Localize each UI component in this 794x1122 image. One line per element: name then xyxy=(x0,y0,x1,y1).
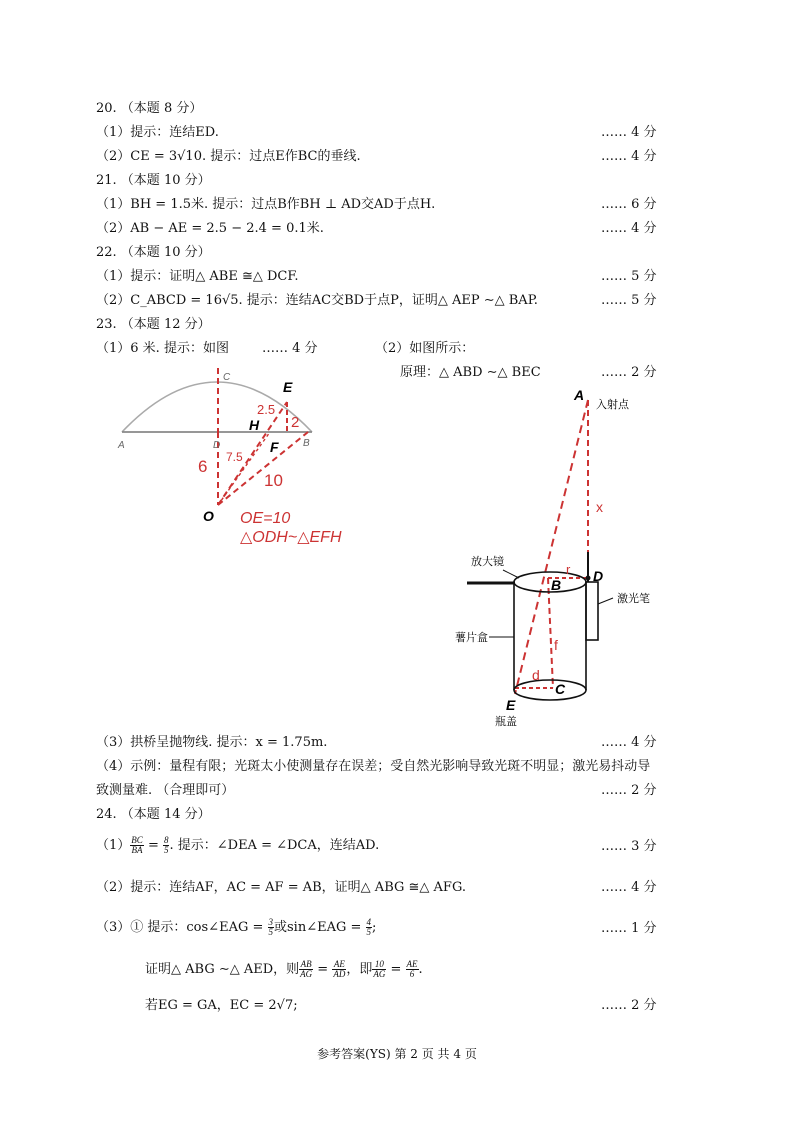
label-o: O xyxy=(203,508,214,524)
label-a-2: A xyxy=(574,387,585,403)
q24-part3 xyxy=(96,918,376,937)
q20-part2: （2）CE = 3√10. 提示：过点E作BC的垂线. xyxy=(96,149,361,164)
q24-part3-line3-score: …… 2 分 xyxy=(601,998,657,1013)
label-c-2: C xyxy=(555,681,566,697)
label-d: D xyxy=(213,440,221,451)
q21-part2: （2）AB − AE = 2.5 − 2.4 = 0.1米. xyxy=(96,221,324,236)
q24-p3-end: ; xyxy=(372,920,377,935)
q22-part1: （1）提示：证明△ ABE ≅△ DCF. xyxy=(96,269,299,284)
fraction-ag2: AG xyxy=(373,969,386,979)
laser-pen-label: 激光笔 xyxy=(617,593,650,605)
q22-part2: （2）C_ABCD = 16√5. 提示：连结AC交BD于点P，证明△ AEP ∼△ BAP. xyxy=(96,293,538,308)
leader-magnifier xyxy=(503,570,519,578)
q20-part2-score: …… 4 分 xyxy=(601,149,657,164)
box-top xyxy=(514,572,586,592)
label-b: B xyxy=(303,438,310,449)
q24-part2-score: …… 4 分 xyxy=(601,880,657,895)
q23-header: 23. （本题 12 分） xyxy=(96,317,211,332)
leader-laser xyxy=(598,598,613,604)
q21-part2-score: …… 4 分 xyxy=(601,221,657,236)
label-c: C xyxy=(223,372,231,383)
label-f: F xyxy=(270,439,279,455)
label-e: E xyxy=(283,379,293,395)
q23-part1: （1）6 米. 提示：如图 xyxy=(96,341,229,356)
fraction-ab-ag xyxy=(299,960,313,979)
q21-part1: （1）BH = 1.5米. 提示：过点B作BH ⊥ AD交AD于点H. xyxy=(96,197,436,212)
line-bc xyxy=(548,578,553,688)
fraction-ae2: AE xyxy=(406,959,418,969)
page-footer: 参考答案(YS) 第 2 页 共 4 页 xyxy=(317,1047,477,1061)
fraction-10-ag xyxy=(372,960,386,979)
q23-part3: （3）拱桥呈抛物线. 提示：x = 1.75m. xyxy=(96,735,328,750)
fraction-ae-6 xyxy=(406,960,419,979)
q22-header: 22. （本题 10 分） xyxy=(96,245,211,260)
label-a: A xyxy=(118,440,125,451)
magnifier-label: 放大镜 xyxy=(471,556,504,568)
label-h: H xyxy=(249,417,260,433)
fraction-5: 5 xyxy=(163,845,169,855)
q24-part3-line2 xyxy=(145,960,423,979)
q24-p3-mid: 或sin∠EAG = xyxy=(274,920,362,935)
q23-part2: （2）如图所示： xyxy=(375,341,475,356)
q24-header: 24. （本题 14 分） xyxy=(96,807,211,822)
q23-part1-score: …… 4 分 xyxy=(262,341,318,356)
fraction-3: 3 xyxy=(268,917,274,927)
bottle-cap-label: 瓶盖 xyxy=(495,716,517,727)
q20-part1-score: …… 4 分 xyxy=(601,125,657,140)
fraction-5b: 5 xyxy=(366,927,372,937)
length-7-5: 7.5 xyxy=(226,450,243,464)
label-e-2: E xyxy=(506,697,516,713)
q23-part3-score: …… 4 分 xyxy=(601,735,657,750)
q24-p3-eq1: = xyxy=(317,962,329,977)
q24-p3-line2-b: ，即 xyxy=(346,962,373,977)
fraction-10: 10 xyxy=(372,960,386,970)
laser-pen xyxy=(586,582,598,640)
q24-p1-text: . 提示：∠DEA = ∠DCA，连结AD. xyxy=(169,838,380,853)
point-d-dot xyxy=(586,576,591,581)
note-similar: △ODH~△EFH xyxy=(240,529,342,546)
q24-p3-line2-a: 证明△ ABG ∼△ AED，则 xyxy=(145,962,300,977)
fraction-4: 4 xyxy=(366,917,372,927)
length-10: 10 xyxy=(264,471,283,490)
q21-part1-score: …… 6 分 xyxy=(601,197,657,212)
q24-part2: （2）提示：连结AF，AC = AF = AB，证明△ ABG ≅△ AFG. xyxy=(96,880,466,895)
fraction-ae-ad xyxy=(332,960,346,979)
q24-p1-prefix: （1） xyxy=(96,838,131,853)
q24-part1 xyxy=(96,836,379,855)
fraction-6: 6 xyxy=(409,969,415,979)
laser-apparatus-figure xyxy=(455,382,685,727)
length-2: 2 xyxy=(291,414,300,431)
label-b-2: B xyxy=(551,577,562,593)
q24-part3-score: …… 1 分 xyxy=(601,921,657,936)
q23-part2-principle: 原理：△ ABD ∼△ BEC xyxy=(400,365,541,380)
label-d-small: d xyxy=(532,667,540,683)
fraction-ab: AB xyxy=(300,959,312,969)
q24-p3-prefix: （3）① 提示：cos∠EAG = xyxy=(96,920,264,935)
length-2-5: 2.5 xyxy=(257,402,276,417)
q24-p1-eq: = xyxy=(147,838,159,853)
fraction-ag: AG xyxy=(300,969,313,979)
length-6: 6 xyxy=(198,457,208,476)
arch-bridge-figure xyxy=(112,360,382,550)
label-r: r xyxy=(566,562,571,577)
q23-part4-score: …… 2 分 xyxy=(601,783,657,798)
segment-ob xyxy=(218,432,308,505)
q23-part4-line1: （4）示例：量程有限；光斑太小使测量存在误差；受自然光影响导致光斑不明显；激光易抖动导 xyxy=(96,759,651,774)
q23-part4-line2: 致测量难. （合理即可） xyxy=(96,783,235,798)
fraction-5a: 5 xyxy=(268,927,274,937)
fraction-ad: AD xyxy=(333,969,346,979)
q24-part1-score: …… 3 分 xyxy=(601,839,657,854)
box-bottom xyxy=(514,680,586,700)
q24-p3-line2-c: . xyxy=(418,962,423,977)
segment-oh xyxy=(218,432,270,505)
q20-part1: （1）提示：连结ED. xyxy=(96,125,219,140)
fraction-bc-ba xyxy=(130,836,144,855)
box-label: 薯片盒 xyxy=(455,632,488,644)
fraction-bc: BC xyxy=(131,835,143,845)
label-d-2: D xyxy=(593,568,604,584)
fraction-8: 8 xyxy=(163,835,169,845)
note-oe: OE=10 xyxy=(240,510,291,527)
q21-header: 21. （本题 10 分） xyxy=(96,173,211,188)
label-f-2: f xyxy=(554,637,558,653)
q20-header: 20. （本题 8 分） xyxy=(96,101,203,116)
label-x: x xyxy=(596,499,603,515)
q22-part1-score: …… 5 分 xyxy=(601,269,657,284)
q23-part2-score: …… 2 分 xyxy=(601,365,657,380)
fraction-ba: BA xyxy=(131,845,143,855)
q24-part3-line3: 若EG = GA，EC = 2√7; xyxy=(145,998,298,1013)
incident-point-label: 入射点 xyxy=(596,399,629,411)
q24-p3-eq2: = xyxy=(390,962,402,977)
fraction-ae: AE xyxy=(333,959,345,969)
q22-part2-score: …… 5 分 xyxy=(601,293,657,308)
